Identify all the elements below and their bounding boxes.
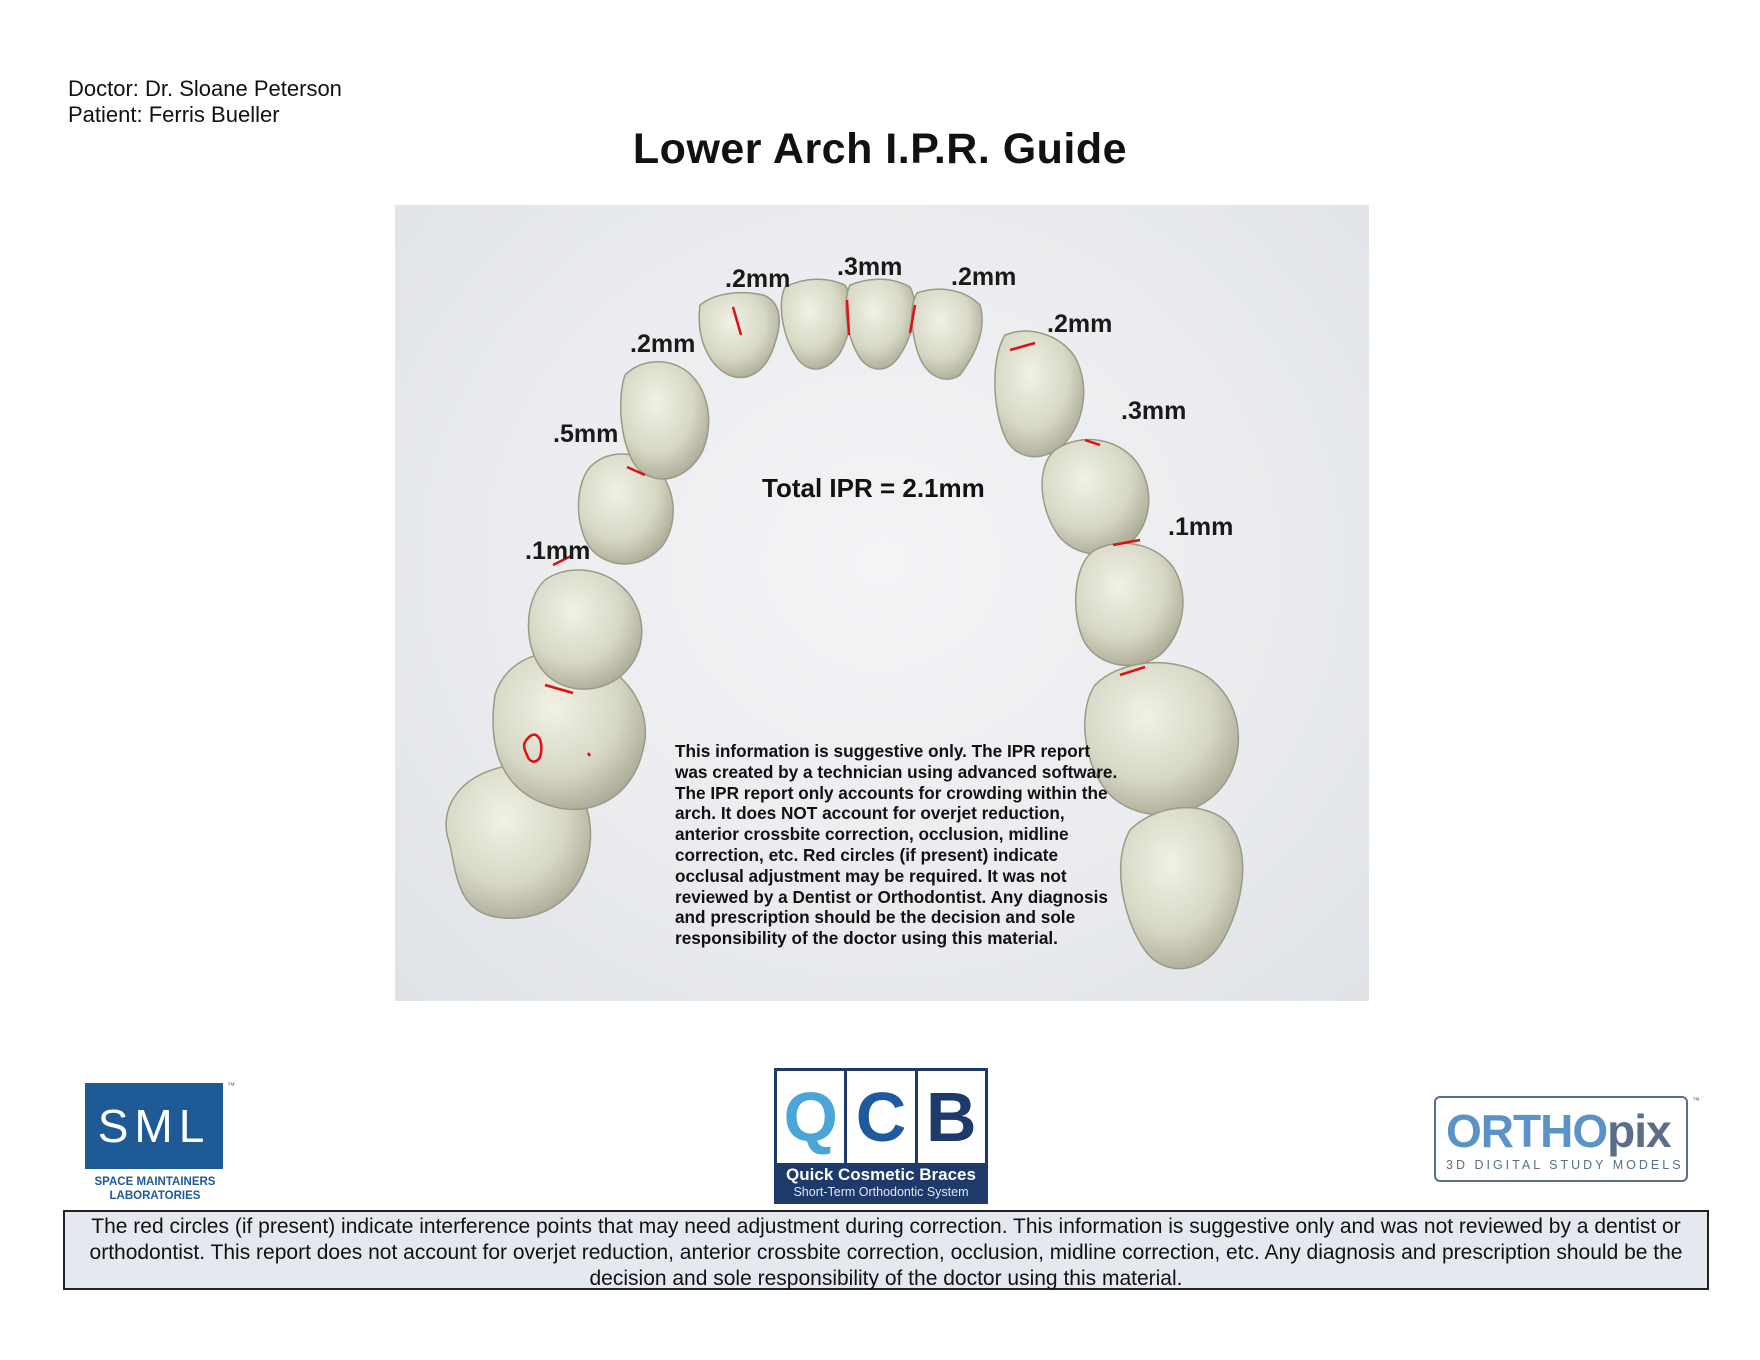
tooth-right-premolar-2: [1076, 543, 1183, 665]
ipr-label-right-4: .1mm: [1168, 513, 1234, 541]
page-title: Lower Arch I.P.R. Guide: [632, 125, 1128, 173]
ipr-label-left-3: .2mm: [630, 330, 696, 358]
ipr-label-left-4: .2mm: [725, 265, 791, 293]
ipr-label-right-2: .2mm: [1047, 310, 1113, 338]
qcb-letter-c: C: [847, 1071, 914, 1163]
orthopix-pix: pix: [1607, 1105, 1671, 1157]
sml-tm: ™: [227, 1081, 235, 1090]
qcb-logo: [774, 1068, 988, 1204]
doctor-name: Doctor: Dr. Sloane Peterson: [68, 76, 342, 101]
total-ipr: Total IPR = 2.1mm: [762, 473, 985, 503]
qcb-letter-b: B: [918, 1071, 985, 1163]
orthopix-subtitle: 3D DIGITAL STUDY MODELS: [1446, 1158, 1684, 1172]
orthopix-tm: ™: [1692, 1096, 1700, 1105]
tooth-left-canine: [621, 362, 709, 479]
tooth-right-lateral: [912, 289, 982, 379]
patient-name: Patient: Ferris Bueller: [68, 102, 280, 127]
tooth-left-central: [781, 279, 851, 369]
ipr-label-left-2: .5mm: [553, 420, 619, 448]
tooth-right-molar-2: [1121, 808, 1243, 969]
ipr-label-center: .3mm: [837, 253, 903, 281]
tooth-left-premolar-2: [529, 570, 642, 689]
qcb-tagline: Short-Term Orthodontic System: [793, 1185, 969, 1199]
tooth-right-central: [846, 279, 915, 369]
sml-letters: SML: [97, 1100, 211, 1152]
qcb-letter-q: Q: [777, 1071, 844, 1163]
arch-diagram: [395, 205, 1369, 1001]
tooth-left-lateral: [699, 293, 779, 378]
arch-disclaimer: This information is suggestive only. The IPR report was created by a technician using advanced software. The IPR report only accounts for crowding within the arch. It does NOT account for overjet reduction, anterior crossbite correction, occlusion, midline correction, etc. Red circles (if present) indicate occlusal adjustment may be required. It was not reviewed by a Dentist or Orthodontist. Any diagnosis and prescription should be the decision and sole responsibility of the doctor using this material.: [675, 741, 1118, 949]
ipr-label-right-3: .3mm: [1121, 397, 1187, 425]
occlusal-red-dot: [588, 753, 590, 756]
qcb-name: Quick Cosmetic Braces: [786, 1165, 976, 1184]
ipr-label-left-1: .1mm: [525, 537, 591, 565]
ipr-label-right-1: .2mm: [951, 263, 1017, 291]
sml-logo: [85, 1083, 235, 1203]
orthopix-logo: [1434, 1096, 1688, 1182]
header-info: [68, 76, 342, 128]
tooth-right-canine: [995, 331, 1084, 457]
sml-caption: SPACE MAINTAINERS LABORATORIES: [94, 1176, 216, 1202]
tooth-right-premolar-1: [1042, 440, 1149, 554]
footer-notice: The red circles (if present) indicate interference points that may need adjustment during correction. This information is suggestive only and was not reviewed by a dentist or orthodontist. This report does not account for overjet reduction, anterior crossbite correction, occlusion, midline correction, etc. Any diagnosis and prescription should be the decision and sole responsibility of the doctor using this material.: [63, 1210, 1709, 1290]
orthopix-ortho: ORTHO: [1446, 1105, 1608, 1157]
